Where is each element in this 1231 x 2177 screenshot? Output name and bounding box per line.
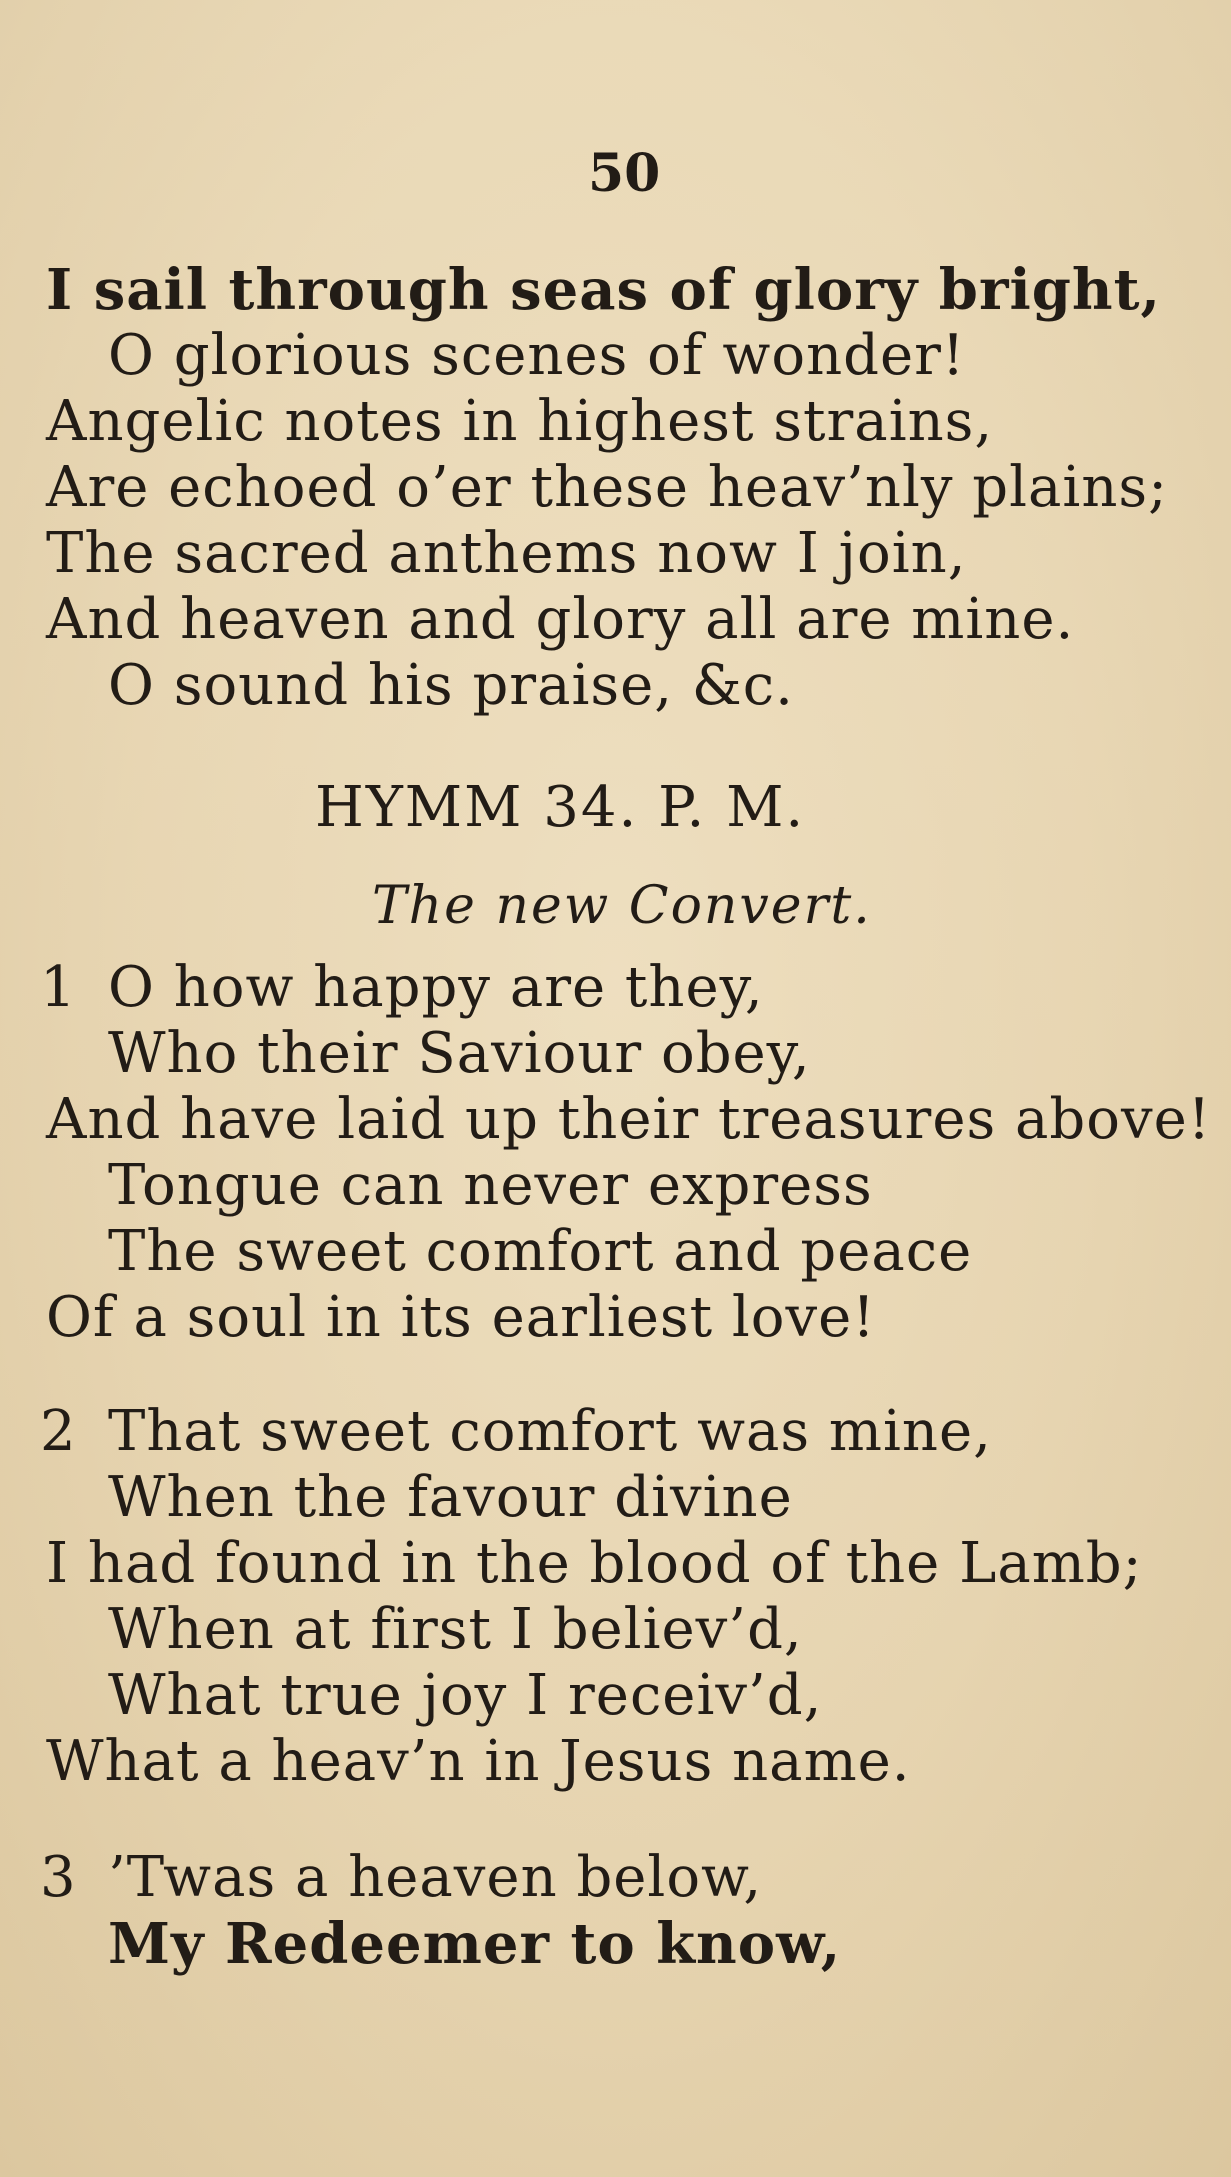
stanza-number: 1 xyxy=(40,955,77,1020)
stanza-line: Of a soul in its earliest love! xyxy=(46,1285,876,1350)
verse-line: I sail through seas of glory bright, xyxy=(46,257,1161,323)
stanza-line: When the favour divine xyxy=(108,1465,793,1530)
stanza-line: O how happy are they, xyxy=(108,955,764,1020)
stanza-line: I had found in the blood of the Lamb; xyxy=(46,1531,1143,1596)
verse-line: Angelic notes in highest strains, xyxy=(46,389,994,454)
stanza-number: 3 xyxy=(40,1845,77,1910)
stanza-line: ’Twas a heaven below, xyxy=(108,1845,763,1910)
page-number: 50 xyxy=(588,143,661,204)
chorus-line: O sound his praise, &c. xyxy=(108,653,794,718)
stanza-line: Tongue can never express xyxy=(108,1153,873,1218)
stanza-line: What a heav’n in Jesus name. xyxy=(46,1729,911,1794)
verse-line: O glorious scenes of wonder! xyxy=(108,323,966,388)
verse-line: The sacred anthems now I join, xyxy=(46,521,967,586)
hymn-title: HYMM 34. P. M. xyxy=(315,775,806,840)
verse-line: And heaven and glory all are mine. xyxy=(46,587,1075,652)
verse-line: Are echoed o’er these heav’nly plains; xyxy=(46,455,1169,520)
stanza-line: What true joy I receiv’d, xyxy=(108,1663,823,1728)
stanza-number: 2 xyxy=(40,1399,77,1464)
stanza-line: And have laid up their treasures above! xyxy=(46,1087,1212,1152)
stanza-line: The sweet comfort and peace xyxy=(108,1219,973,1284)
stanza-line: When at first I believ’d, xyxy=(108,1597,803,1662)
stanza-line: That sweet comfort was mine, xyxy=(108,1399,992,1464)
stanza-line: My Redeemer to know, xyxy=(108,1911,842,1977)
hymn-subtitle: The new Convert. xyxy=(372,876,872,936)
stanza-line: Who their Saviour obey, xyxy=(108,1021,811,1086)
